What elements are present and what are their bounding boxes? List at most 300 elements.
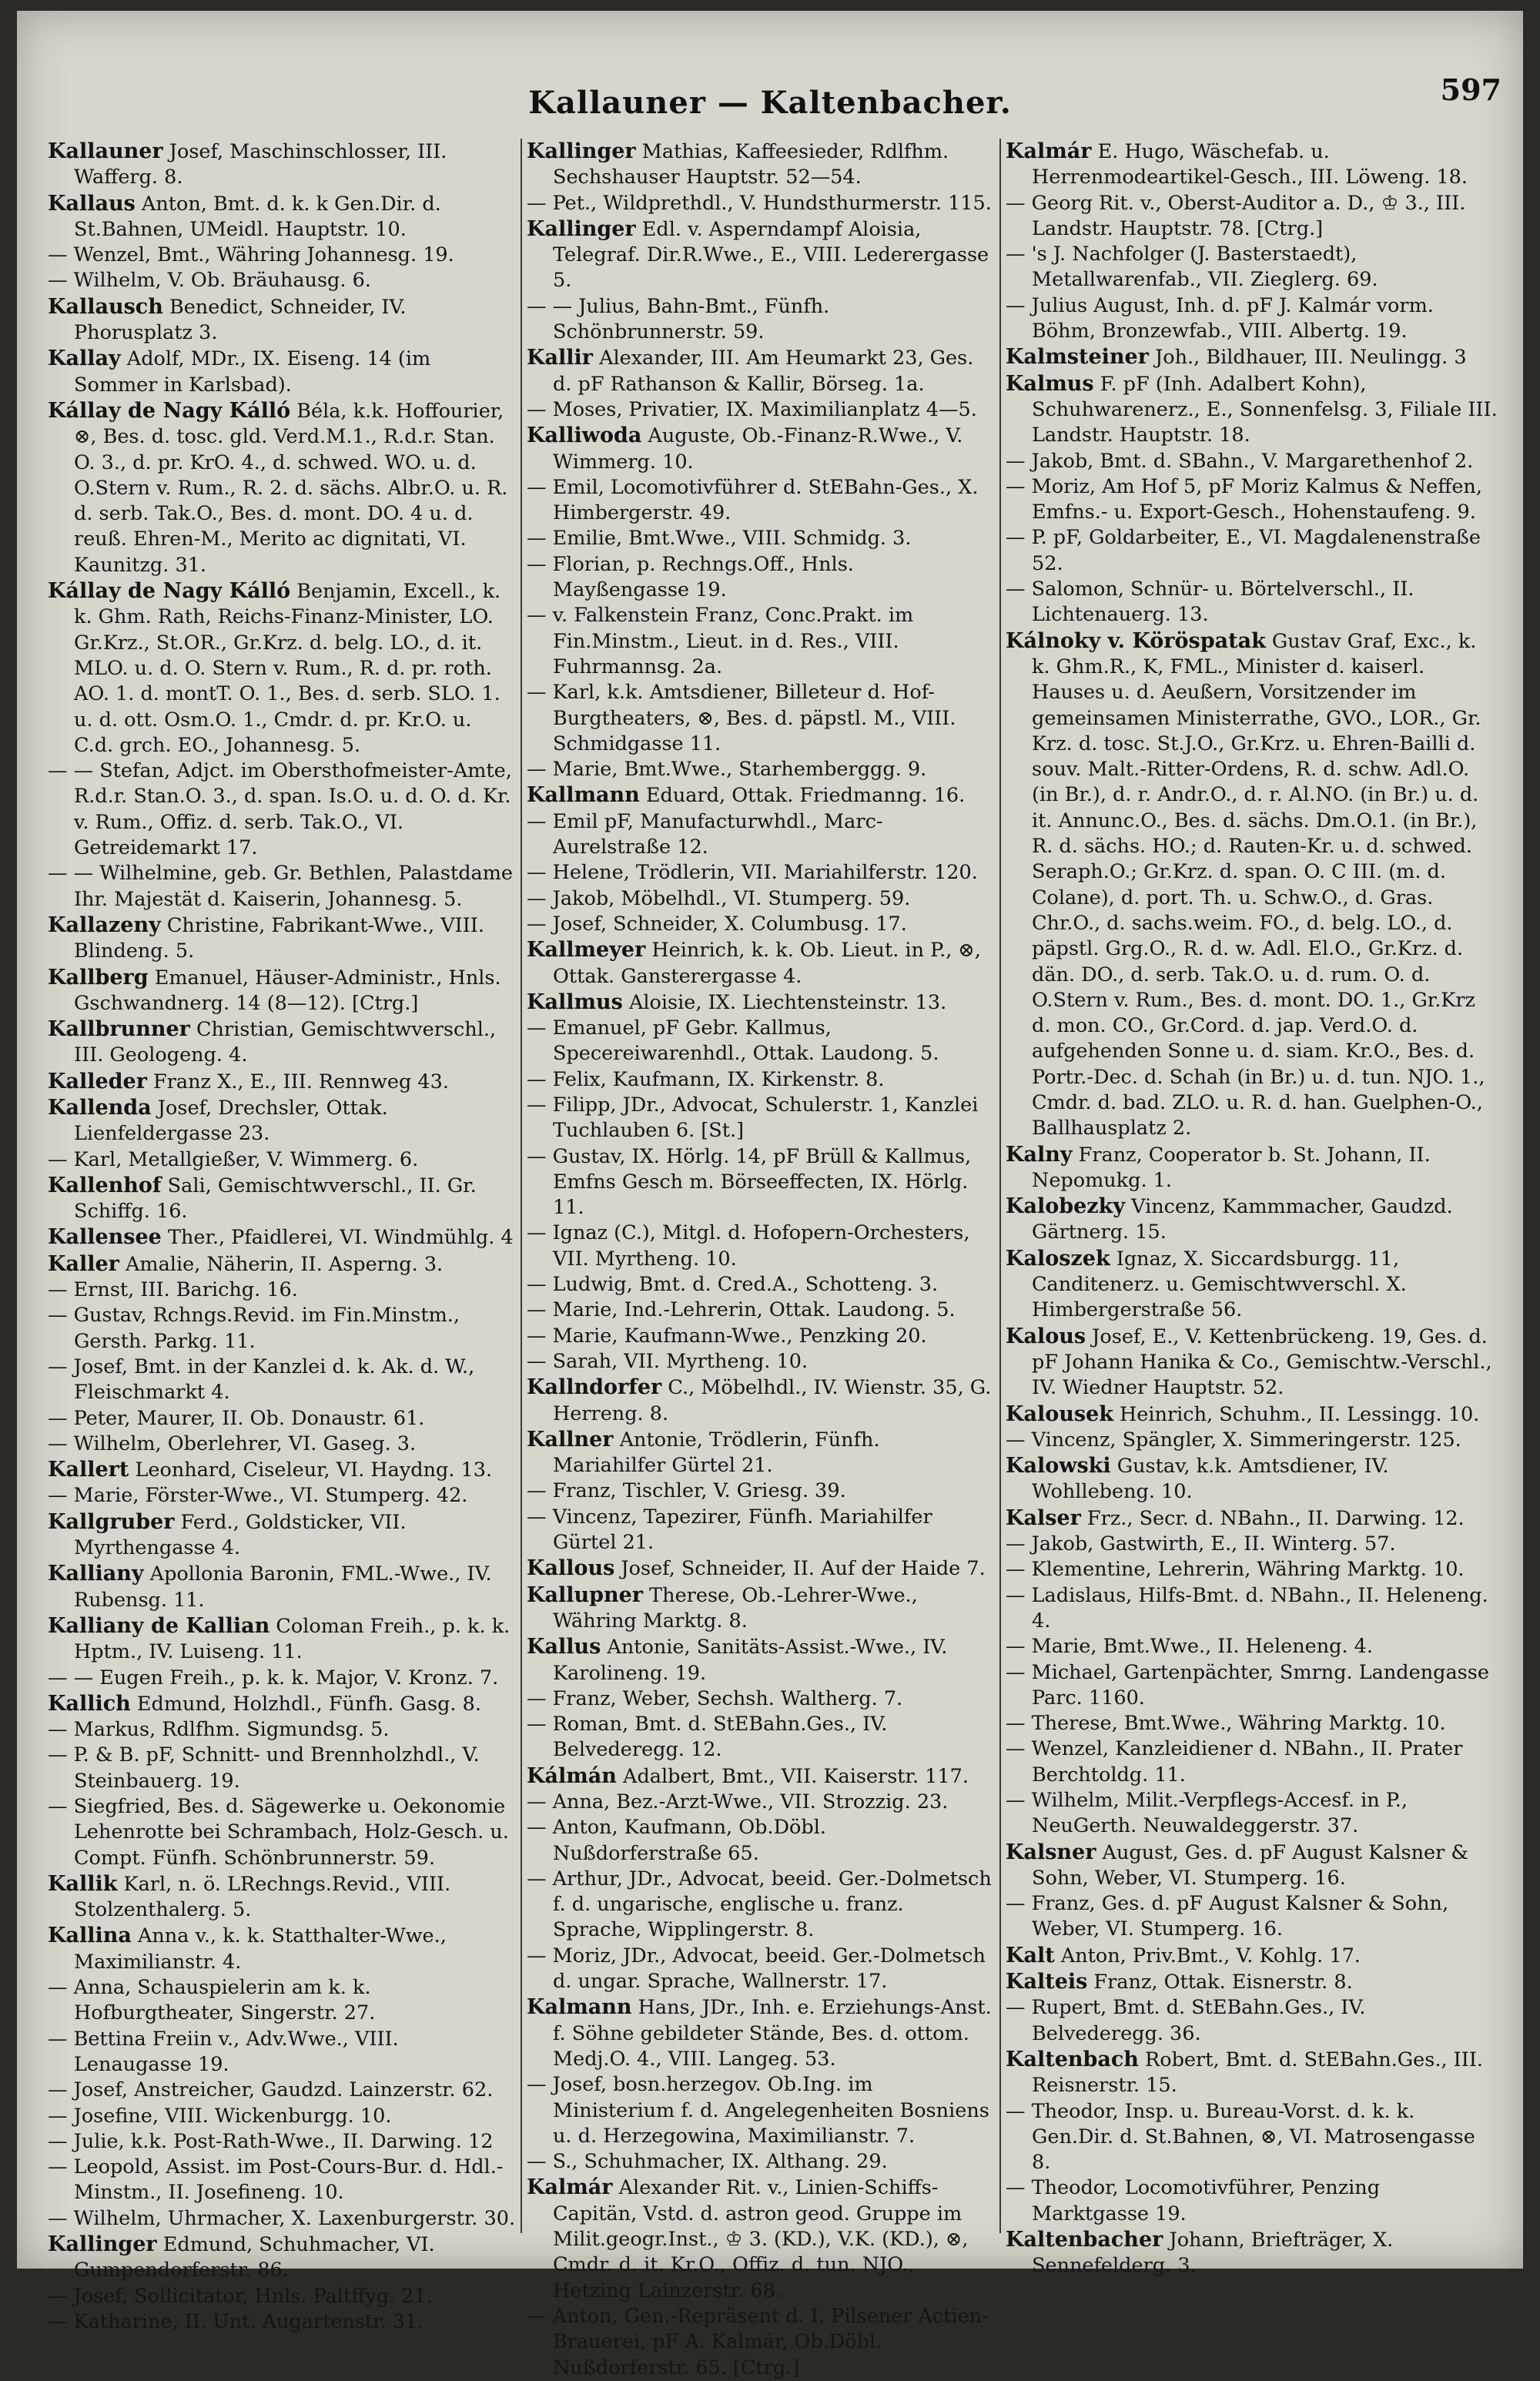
entry-details: — Jakob, Gastwirth, E., II. Winterg. 57. — [1006, 1532, 1396, 1556]
entry-details: — Marie, Bmt.Wwe., Starhemberggg. 9. — [527, 758, 927, 782]
entry-surname: Kallay — [48, 347, 121, 371]
directory-entry — [48, 1406, 516, 1432]
entry-details: Adalbert, Bmt., VII. Kaiserstr. 117. — [616, 1764, 969, 1788]
entry-surname: Kalliwoda — [527, 424, 642, 448]
entry-details: — Anton, Kaufmann, Ob.Döbl. Nußdorferstraße 65. — [527, 1816, 826, 1865]
directory-entry — [527, 2072, 995, 2149]
entry-surname: Kalous — [1006, 1324, 1086, 1348]
directory-entry — [1006, 628, 1498, 1142]
entry-surname: Kallich — [48, 1691, 131, 1716]
entry-details: — P. & B. pF, Schnitt- und Brennholzhdl., V. Steinbauerg. 19. — [48, 1743, 480, 1793]
directory-entry — [1006, 1246, 1498, 1324]
entry-details: — Sarah, VII. Myrtheng. 10. — [527, 1349, 808, 1373]
entry-details: Gustav, k.k. Amtsdiener, IV. Wohllebeng. 10. — [1032, 1455, 1389, 1504]
directory-entry — [1006, 1557, 1498, 1582]
entry-details: Leonhard, Ciseleur, VI. Haydng. 13. — [129, 1458, 493, 1482]
entry-surname: Kallinger — [48, 2232, 157, 2257]
entry-surname: Kallaus — [48, 191, 136, 216]
entry-details: Ther., Pfaidlerei, VI. Windmühlg. 4 — [161, 1226, 514, 1250]
entry-details: — Katharine, II. Unt. Augartenstr. 31. — [48, 2309, 424, 2333]
entry-details: Apollonia Baronin, FML.-Wwe., IV. Rubensg. 11. — [74, 1562, 492, 1612]
entry-details: — Julius August, Inh. d. pF J. Kalmár vorm. Böhm, Bronzewfab., VIII. Albertg. 19. — [1006, 293, 1434, 343]
entry-details: — Leopold, Assist. im Post-Cours-Bur. d. Hdl.-Minstm., II. Josefineng. 10. — [48, 2155, 504, 2205]
directory-entry — [527, 475, 995, 527]
directory-entry — [527, 1582, 995, 1635]
directory-entry — [48, 1016, 516, 1069]
entry-surname: Kalteis — [1006, 1970, 1088, 1994]
entry-details: Karl, n. ö. LRechngs.Revid., VIII. Stolzenthalerg. 5. — [74, 1872, 451, 1922]
directory-entry — [48, 2206, 516, 2232]
entry-details: — Helene, Trödlerin, VII. Mariahilferstr. 120. — [527, 861, 978, 885]
entry-details: Edmund, Holzhdl., Fünfh. Gasg. 8. — [130, 1692, 481, 1716]
directory-entry — [1006, 525, 1498, 577]
entry-details: Anton, Priv.Bmt., V. Kohlg. 17. — [1054, 1944, 1361, 1967]
entry-details: — Anton, Gen.-Repräsent d. I. Pilsener Actien-Brauerei, pF A. Kalmár, Ob.Döbl. Nußdorferstr. 65. [Ctrg.] — [527, 2304, 989, 2379]
entry-details: — v. Falkenstein Franz, Conc.Prakt. im Fin.Minstm., Lieut. in d. Res., VIII. Fuhrmannsg. 2a. — [527, 604, 914, 678]
entry-details: Adolf, MDr., IX. Eiseng. 14 (im Sommer in Karlsbad). — [74, 347, 431, 397]
directory-entry — [48, 1147, 516, 1173]
directory-entry — [48, 1691, 516, 1717]
entry-details: Franz, Ottak. Eisnerstr. 8. — [1087, 1971, 1353, 1994]
entry-details: Benedict, Schneider, IV. Phorusplatz 3. — [74, 295, 407, 345]
directory-entry — [1006, 1736, 1498, 1788]
entry-details: Joh., Bildhauer, III. Neulingg. 3 — [1148, 346, 1467, 370]
column-1 — [48, 139, 516, 2333]
entry-surname: Kalny — [1006, 1142, 1073, 1167]
entry-surname: Kallauner — [48, 139, 163, 163]
directory-entry — [527, 1994, 995, 2072]
entry-details: Ignaz, X. Siccardsburgg. 11, Canditenerz. u. Gemischtwverschl. X. Himbergerstraße 56. — [1032, 1247, 1407, 1322]
entry-surname: Kallir — [527, 346, 593, 370]
entry-details: — Peter, Maurer, II. Ob. Donaustr. 61. — [48, 1406, 425, 1430]
entry-details: Anna v., k. k. Statthalter-Wwe., Maximilianstr. 4. — [74, 1924, 447, 1974]
entry-details: — Filipp, JDr., Advocat, Schulerstr. 1, Kanzlei Tuchlauben 6. [St.] — [527, 1093, 979, 1143]
entry-surname: Kalmár — [1006, 139, 1092, 163]
entry-surname: Kallert — [48, 1458, 129, 1482]
entry-surname: Kaller — [48, 1251, 119, 1276]
directory-entry — [1006, 474, 1498, 526]
directory-entry — [527, 809, 995, 861]
entry-details: F. pF (Inh. Adalbert Kohn), Schuhwarenerz., E., Sonnenfelsg. 3, Filiale III. Landstr. Hauptstr. 18. — [1032, 372, 1498, 447]
directory-entry — [48, 913, 516, 965]
entry-details: Alexander, III. Am Heumarkt 23, Ges. d. pF Rathanson & Kallir, Börseg. 1a. — [553, 347, 974, 396]
directory-entry — [527, 191, 995, 216]
entry-surname: Kallazeny — [48, 913, 161, 937]
entry-surname: Kallensee — [48, 1225, 162, 1250]
directory-entry — [48, 1069, 516, 1095]
directory-entry — [1006, 1788, 1498, 1840]
directory-entry — [48, 139, 516, 191]
directory-entry — [527, 1016, 995, 1067]
directory-entry — [527, 1298, 995, 1323]
entry-surname: Kalser — [1006, 1505, 1081, 1530]
directory-entry — [1006, 1505, 1498, 1532]
directory-entry — [48, 294, 516, 347]
directory-entry — [48, 1483, 516, 1509]
directory-entry — [48, 268, 516, 293]
entry-details: — Marie, Förster-Wwe., VI. Stumperg. 42. — [48, 1484, 468, 1508]
directory-entry — [527, 1815, 995, 1867]
directory-entry — [1006, 139, 1498, 191]
directory-entry — [48, 1561, 516, 1613]
entry-details: — Marie, Kaufmann-Wwe., Penzking 20. — [527, 1324, 927, 1348]
directory-entry — [527, 1556, 995, 1582]
entry-details: — Josef, Anstreicher, Gaudzd. Lainzerstr. 62. — [48, 2078, 494, 2102]
directory-entry — [527, 1505, 995, 1556]
entry-surname: Kalliany — [48, 1562, 144, 1586]
entry-details: Vincenz, Kammmacher, Gaudzd. Gärtnerg. 15. — [1032, 1195, 1453, 1244]
directory-entry — [527, 423, 995, 475]
entry-details: Antonie, Trödlerin, Fünfh. Mariahilfer Gürtel 21. — [553, 1428, 880, 1478]
column-3 — [1006, 139, 1498, 2278]
entry-details: Antonie, Sanitäts-Assist.-Wwe., IV. Karolineng. 19. — [553, 1636, 948, 1685]
directory-entry — [1006, 1660, 1498, 1712]
entry-details: — Roman, Bmt. d. StEBahn.Ges., IV. Belvederegg. 12. — [527, 1713, 888, 1762]
entry-details: — Florian, p. Rechngs.Off., Hnls. Mayßengasse 19. — [527, 552, 854, 602]
entry-surname: Kállay de Nagy Kálló — [48, 398, 291, 423]
entry-details: Heinrich, Schuhm., II. Lessingg. 10. — [1113, 1402, 1480, 1426]
entry-details: — Anna, Schauspielerin am k. k. Hofburgtheater, Singerstr. 27. — [48, 1976, 376, 2025]
directory-entry — [527, 2175, 995, 2303]
entry-details: — Wilhelm, Milit.-Verpflegs-Accesf. in P., NeuGerth. Neuwaldeggerstr. 37. — [1006, 1789, 1408, 1838]
entry-surname: Kalleder — [48, 1069, 147, 1093]
entry-details: Christian, Gemischtwverschl., III. Geologeng. 4. — [74, 1018, 497, 1067]
entry-details: Frz., Secr. d. NBahn., II. Darwing. 12. — [1080, 1506, 1465, 1530]
entry-details: Benjamin, Excell., k. k. Ghm. Rath, Reichs-Finanz-Minister, LO. Gr.Krz., St.OR., Gr.Krz. d. belg. LO., d. it. MLO. u. d. O. Stern v. Rum., R. d. pr. roth. AO. 1. d. montT. O. 1., Bes. d. serb. SLO. 1. u. d. ott. Osm.O. 1., Cmdr. d. pr. Kr.O. u. C.d. grch. EO., Johannesg. 5. — [74, 580, 501, 757]
entry-surname: Kalobezky — [1006, 1194, 1126, 1219]
directory-entry — [527, 1093, 995, 1144]
entry-details: Coloman Freih., p. k. k. Hptm., IV. Luiseng. 11. — [74, 1614, 511, 1664]
entry-details: — Moses, Privatier, IX. Maximilianplatz 4—5. — [527, 397, 977, 421]
entry-details: — Ignaz (C.), Mitgl. d. Hofopern-Orchesters, VII. Myrtheng. 10. — [527, 1221, 970, 1271]
entry-details: — Jakob, Bmt. d. SBahn., V. Margarethenhof 2. — [1006, 449, 1474, 473]
entry-details: — Wenzel, Bmt., Währing Johannesg. 19. — [48, 243, 454, 267]
entry-details: — Franz, Tischler, V. Griesg. 39. — [527, 1479, 846, 1503]
entry-surname: Kallndorfer — [527, 1375, 662, 1400]
entry-details: Therese, Ob.-Lehrer-Wwe., Währing Marktg. 8. — [553, 1583, 918, 1633]
entry-details: Aloisie, IX. Liechtensteinstr. 13. — [622, 990, 947, 1014]
entry-surname: Kallner — [527, 1427, 614, 1452]
directory-entry — [1006, 293, 1498, 345]
entry-details: Edl. v. Asperndampf Aloisia, Telegraf. Dir.R.Wwe., E., VIII. Lederergasse 5. — [553, 217, 989, 293]
entry-details: Sali, Gemischtwverschl., II. Gr. Schiffg. 16. — [74, 1174, 477, 1224]
entry-details: Josef, Maschinschlosser, III. Wafferg. 8. — [74, 140, 447, 189]
entry-details: Franz, Cooperator b. St. Johann, II. Nepomukg. 1. — [1032, 1143, 1431, 1192]
directory-entry — [48, 243, 516, 268]
entry-details: — Therese, Bmt.Wwe., Währing Marktg. 10. — [1006, 1712, 1446, 1736]
directory-entry — [1006, 2099, 1498, 2176]
entry-details: — Theodor, Insp. u. Bureau-Vorst. d. k. k. Gen.Dir. d. St.Bahnen, ⊗, VI. Matrosengasse 8. — [1006, 2099, 1475, 2175]
entry-details: Ferd., Goldsticker, VII. Myrthengasse 4. — [74, 1510, 407, 1560]
entry-details: — Vincenz, Spängler, X. Simmeringerstr. 125. — [1006, 1428, 1461, 1452]
directory-entry — [527, 1272, 995, 1298]
directory-entry — [48, 1224, 516, 1251]
directory-entry — [48, 1613, 516, 1666]
entry-surname: Kallmeyer — [527, 938, 646, 963]
entry-details: C., Möbelhdl., IV. Wienstr. 35, G. Herreng. 8. — [553, 1376, 992, 1425]
directory-entry — [1006, 1401, 1498, 1428]
directory-entry — [1006, 577, 1498, 628]
directory-entry — [48, 1355, 516, 1406]
page-number: 597 — [1440, 72, 1502, 107]
directory-entry — [1006, 1891, 1498, 1943]
entry-details: — Josef, bosn.herzegov. Ob.Ing. im Ministerium f. d. Angelegenheiten Bosniens u. d. Herzegowina, Maximilianstr. 7. — [527, 2073, 989, 2148]
entry-details: E. Hugo, Wäschefab. u. Herrenmodeartikel-Gesch., III. Löweng. 18. — [1032, 140, 1468, 189]
directory-entry — [48, 191, 516, 243]
entry-details: — Theodor, Locomotivführer, Penzing Marktgasse 19. — [1006, 2176, 1381, 2225]
entry-details: — Josef, Sollicitator, Hnls. Paltffyg. 21. — [48, 2284, 433, 2308]
directory-entry — [48, 1509, 516, 1562]
entry-details: — Ladislaus, Hilfs-Bmt. d. NBahn., II. Heleneng. 4. — [1006, 1583, 1488, 1633]
directory-entry — [527, 1221, 995, 1272]
entry-surname: Kallenda — [48, 1095, 152, 1120]
directory-entry — [48, 1975, 516, 2027]
entry-details: — Bettina Freiin v., Adv.Wwe., VIII. Lenaugasse 19. — [48, 2027, 399, 2076]
directory-entry — [527, 757, 995, 782]
entry-details: — Marie, Bmt.Wwe., II. Heleneng. 4. — [1006, 1635, 1374, 1659]
entry-surname: Kállay de Nagy Kálló — [48, 579, 291, 604]
entry-details: — Julie, k.k. Post-Rath-Wwe., II. Darwing. 12 — [48, 2129, 494, 2153]
entry-details: — — Wilhelmine, geb. Gr. Bethlen, Palastdame Ihr. Majestät d. Kaiserin, Johannesg. 5. — [48, 862, 514, 911]
directory-entry — [527, 1634, 995, 1686]
entry-details: Robert, Bmt. d. StEBahn.Ges., III. Reisnerstr. 15. — [1032, 2048, 1483, 2098]
entry-surname: Kallbrunner — [48, 1017, 190, 1042]
entry-surname: Kallinger — [527, 216, 636, 241]
entry-details: Auguste, Ob.-Finanz-R.Wwe., V. Wimmerg. 10. — [553, 424, 963, 474]
directory-entry — [48, 578, 516, 759]
entry-details: — Wilhelm, Oberlehrer, VI. Gaseg. 3. — [48, 1432, 417, 1455]
directory-entry — [48, 2284, 516, 2309]
directory-entry — [48, 1095, 516, 1147]
entry-details: — Moriz, Am Hof 5, pF Moriz Kalmus & Neffen, Emfns.- u. Export-Gesch., Hohenstaufeng. 9. — [1006, 474, 1482, 524]
directory-entry — [527, 1686, 995, 1712]
entry-details: — Wilhelm, V. Ob. Bräuhausg. 6. — [48, 269, 371, 293]
entry-details: Anton, Bmt. d. k. k Gen.Dir. d. St.Bahnen, UMeidl. Hauptstr. 10. — [74, 192, 441, 241]
directory-entry — [48, 1743, 516, 1794]
directory-entry — [1006, 242, 1498, 293]
directory-entry — [48, 861, 516, 913]
directory-entry — [48, 2232, 516, 2284]
page-title: Kallauner — Kaltenbacher. — [528, 85, 1012, 121]
directory-entry — [527, 937, 995, 990]
directory-entry — [1006, 1324, 1498, 1401]
entry-surname: Kalliany de Kallian — [48, 1613, 270, 1638]
entry-surname: Kalmár — [527, 2175, 613, 2200]
directory-entry — [48, 2078, 516, 2103]
entry-details: Gustav Graf, Exc., k. k. Ghm.R., K, FML., Minister d. kaiserl. Hauses u. d. Aeußern, Vorsitzender im gemeinsamen Ministerrathe, GVO., LOR., Gr. Krz. d. tosc. St.J.O., Gr.Krz. u. Ehren-Bailli d. souv. Malt.-Ritter-Ordens, R. d. schw. Adl.O. (in Br.), d. r. Andr.O., d. r. Al.NO. (in Br.) u. d. it. Annunc.O., Bes. d. sächs. Dm.O.1. (in Br.), R. d. sächs. HO.; d. Rauten-Kr. u. d. schwed. Seraph.O.; Gr.Krz. d. span. O. C III. (m. d. Colane), d. port. Th. u. Schw.O., d. Gras. Chr.O., d. sachs.weim. FO., d. belg. LO., d. päpstl. Grg.O., R. d. w. Adl. El.O., Gr.Krz. d. dän. DO., d. serb. Tak.O. u. d. rum. O. d. O.Stern v. Rum., Bes. d. mont. DO. 1., Gr.Krz d. mon. CO., Gr.Cord. d. jap. Verd.O. d. aufgehenden Sonne u. d. siam. Kr.O., Bes. d. Portr.-Dec. d. Schah (in Br.) u. d. tun. NJO. 1., Cmdr. d. bad. ZLO. u. R. d. han. Guelphen-O., Ballhausplatz 2. — [1032, 629, 1485, 1140]
entry-details: — Ernst, III. Barichg. 16. — [48, 1278, 298, 1302]
directory-entry — [1006, 1532, 1498, 1557]
directory-entry — [1006, 2047, 1498, 2099]
directory-entry — [1006, 1194, 1498, 1246]
entry-details: — Wenzel, Kanzleidiener d. NBahn., II. Prater Berchtoldg. 11. — [1006, 1737, 1463, 1787]
entry-surname: Kallberg — [48, 965, 149, 990]
entry-details: — Felix, Kaufmann, IX. Kirkenstr. 8. — [527, 1067, 885, 1091]
entry-details: — Arthur, JDr., Advocat, beeid. Ger.-Dolmetsch f. d. ungarische, englische u. franz. Sprache, Wipplingerstr. 8. — [527, 1867, 992, 1942]
entry-details: Josef, Schneider, II. Auf der Haide 7. — [614, 1557, 986, 1581]
entry-details: — Franz, Weber, Sechsh. Waltherg. 7. — [527, 1686, 903, 1710]
directory-entry — [1006, 1943, 1498, 1969]
directory-entry — [48, 1432, 516, 1457]
entry-details: — Rupert, Bmt. d. StEBahn.Ges., IV. Belvederegg. 36. — [1006, 1996, 1366, 2045]
entry-details: Josef, Drechsler, Ottak. Lienfeldergasse 23. — [74, 1096, 388, 1146]
directory-entry — [1006, 1583, 1498, 1635]
entry-surname: Kallausch — [48, 294, 163, 319]
directory-entry — [1006, 1142, 1498, 1194]
entry-details: — Emanuel, pF Gebr. Kallmus, Specereiwarenhdl., Ottak. Laudong. 5. — [527, 1016, 939, 1066]
directory-entry — [1006, 344, 1498, 370]
entry-details: — Josef, Bmt. in der Kanzlei d. k. Ak. d. W., Fleischmarkt 4. — [48, 1355, 475, 1405]
entry-details: — Gustav, IX. Hörlg. 14, pF Brüll & Kallmus, Emfns Gesch m. Börseeffecten, IX. Hörlg. 11. — [527, 1144, 972, 1220]
directory-entry — [48, 1251, 516, 1278]
entry-details: — — Julius, Bahn-Bmt., Fünfh. Schönbrunnerstr. 59. — [527, 294, 830, 344]
directory-entry — [527, 1763, 995, 1790]
entry-details: — Pet., Wildprethdl., V. Hundsthurmerstr. 115. — [527, 191, 992, 215]
entry-surname: Kaloszek — [1006, 1246, 1110, 1271]
entry-surname: Kaltenbach — [1006, 2047, 1139, 2071]
entry-surname: Kalt — [1006, 1943, 1055, 1967]
entry-details: — Wilhelm, Uhrmacher, X. Laxenburgerstr. 30. — [48, 2206, 516, 2230]
entry-surname: Kallus — [527, 1635, 601, 1659]
directory-entry — [1006, 1428, 1498, 1453]
directory-entry — [48, 2104, 516, 2129]
entry-details: August, Ges. d. pF August Kalsner & Sohn, Weber, VI. Stumperg. 16. — [1032, 1840, 1469, 1890]
directory-entry — [527, 1067, 995, 1093]
directory-entry — [527, 1867, 995, 1944]
directory-entry — [527, 216, 995, 294]
directory-entry — [48, 1794, 516, 1871]
directory-entry — [1006, 1840, 1498, 1892]
entry-details: Béla, k.k. Hoffourier, ⊗, Bes. d. tosc. gld. Verd.M.1., R.d.r. Stan. O. 3., d. pr. KrO. 4., d. schwed. WO. u. d. O.Stern v. Rum., R. 2. d. sächs. Albr.O. u. R. d. serb. Tak.O., Bes. d. mont. DO. 4 u. d. reuß. Ehren-M., Merito ac dignitati, VI. Kaunitzg. 31. — [74, 399, 508, 577]
directory-page — [17, 11, 1523, 2379]
entry-details: — Franz, Ges. d. pF August Kalsner & Sohn, Weber, VI. Stumperg. 16. — [1006, 1892, 1449, 1941]
directory-entry — [48, 2155, 516, 2206]
entry-details: — — Eugen Freih., p. k. k. Major, V. Kronz. 7. — [48, 1666, 499, 1689]
directory-entry — [527, 2149, 995, 2175]
entry-details: Edmund, Schuhmacher, VI. Gumpendorferstr. 86. — [74, 2233, 435, 2282]
column-2 — [527, 139, 995, 2379]
entry-details: — Josef, Schneider, X. Columbusg. 17. — [527, 912, 907, 936]
entry-details: Josef, E., V. Kettenbrückeng. 19, Ges. d. pF Johann Hanika & Co., Gemischtw.-Verschl., IV. Wiedner Hauptstr. 52. — [1032, 1324, 1492, 1400]
directory-entry — [527, 139, 995, 191]
directory-entry — [527, 782, 995, 809]
directory-entry — [527, 886, 995, 912]
column-divider — [999, 139, 1001, 2233]
entry-surname: Kalsner — [1006, 1840, 1096, 1864]
directory-entry — [48, 1457, 516, 1483]
directory-entry — [527, 1478, 995, 1504]
entry-details: — — Stefan, Adjct. im Obersthofmeister-Amte, R.d.r. Stan.O. 3., d. span. Is.O. u. d. O. d. Kr. v. Rum., Offiz. d. serb. Tak.O., VI. Getreidemarkt 17. — [48, 759, 512, 860]
entry-surname: Kalousek — [1006, 1401, 1113, 1426]
entry-details: — Gustav, Rchngs.Revid. im Fin.Minstm., Gersth. Parkg. 11. — [48, 1304, 460, 1353]
directory-entry — [48, 1303, 516, 1355]
entry-details: Johann, Briefträger, X. Sennefelderg. 3. — [1032, 2229, 1394, 2278]
directory-entry — [48, 1871, 516, 1924]
directory-entry — [527, 1375, 995, 1427]
directory-entry — [527, 2304, 995, 2381]
entry-surname: Kallmus — [527, 990, 623, 1014]
directory-entry — [48, 1278, 516, 1303]
directory-entry — [527, 1324, 995, 1349]
entry-details: — Anna, Bez.-Arzt-Wwe., VII. Strozzig. 23. — [527, 1790, 949, 1813]
entry-details: Franz X., E., III. Rennweg 43. — [146, 1070, 449, 1093]
entry-surname: Kallinger — [527, 139, 636, 163]
entry-details: Alexander Rit. v., Linien-Schiffs-Capitän, Vstd. d. astron geod. Gruppe im Milit.geogr.Inst., ♔ 3. (KD.), V.K. (KD.), ⊗, Cmdr. d. it. Kr.O., Offiz. d. tun. NJO., Hetzing Lainzerstr. 68. — [553, 2176, 969, 2302]
entry-surname: Kallgruber — [48, 1509, 175, 1534]
entry-surname: Kalowski — [1006, 1454, 1111, 1478]
entry-surname: Kallmann — [527, 783, 640, 808]
entry-details: — Emil, Locomotivführer d. StEBahn-Ges., X. Himbergerstr. 49. — [527, 475, 979, 525]
entry-details: — S., Schuhmacher, IX. Althang. 29. — [527, 2150, 888, 2174]
entry-details: Christine, Fabrikant-Wwe., VIII. Blindeng. 5. — [74, 913, 484, 963]
entry-details: — P. pF, Goldarbeiter, E., VI. Magdalenenstraße 52. — [1006, 526, 1481, 575]
entry-details: — Salomon, Schnür- u. Börtelverschl., II. Lichtenauerg. 13. — [1006, 578, 1414, 627]
entry-details: — Vincenz, Tapezirer, Fünfh. Mariahilfer Gürtel 21. — [527, 1505, 932, 1555]
directory-entry — [48, 2309, 516, 2335]
page-header — [17, 11, 1523, 126]
directory-entry — [48, 346, 516, 398]
entry-details: — Michael, Gartenpächter, Smrng. Landengasse Parc. 1160. — [1006, 1660, 1489, 1710]
directory-entry — [527, 1712, 995, 1763]
directory-entry — [527, 294, 995, 346]
directory-entry — [527, 1349, 995, 1375]
directory-entry — [48, 759, 516, 861]
directory-entry — [1006, 1711, 1498, 1736]
entry-details: — Emil pF, Manufacturwhdl., Marc-Aurelstraße 12. — [527, 809, 883, 859]
directory-entry — [1006, 2227, 1498, 2279]
directory-entry — [48, 1666, 516, 1691]
directory-entry — [48, 1923, 516, 1975]
directory-entry — [527, 1944, 995, 1995]
directory-entry — [1006, 2175, 1498, 2227]
entry-details: — 's J. Nachfolger (J. Basterstaedt), Metallwarenfab., VII. Zieglerg. 69. — [1006, 243, 1378, 292]
entry-details: Amalie, Näherin, II. Asperng. 3. — [119, 1252, 444, 1276]
column-divider — [521, 139, 522, 2233]
entry-details: — Karl, Metallgießer, V. Wimmerg. 6. — [48, 1147, 419, 1171]
entry-surname: Kallina — [48, 1924, 132, 1948]
entry-surname: Kalmus — [1006, 371, 1094, 396]
directory-entry — [1006, 1995, 1498, 2047]
entry-details: — Klementine, Lehrerin, Währing Marktg. 10. — [1006, 1558, 1465, 1582]
directory-entry — [1006, 191, 1498, 243]
directory-entry — [1006, 449, 1498, 474]
entry-details: — Moriz, JDr., Advocat, beeid. Ger.-Dolmetsch d. ungar. Sprache, Wallnerstr. 17. — [527, 1944, 986, 1994]
directory-entry — [527, 603, 995, 680]
directory-entry — [527, 526, 995, 551]
directory-entry — [1006, 371, 1498, 449]
entry-details: — Josefine, VIII. Wickenburgg. 10. — [48, 2104, 392, 2128]
entry-details: — Markus, Rdlfhm. Sigmundsg. 5. — [48, 1718, 390, 1742]
directory-entry — [527, 1790, 995, 1815]
entry-details: — Jakob, Möbelhdl., VI. Stumperg. 59. — [527, 886, 911, 910]
entry-surname: Kalmsteiner — [1006, 345, 1149, 370]
directory-entry — [527, 345, 995, 397]
entry-details: — Georg Rit. v., Oberst-Auditor a. D., ♔ 3., III. Landstr. Hauptstr. 78. [Ctrg.] — [1006, 191, 1466, 240]
entry-details: Eduard, Ottak. Friedmanng. 16. — [639, 784, 966, 808]
directory-entry — [527, 680, 995, 757]
directory-entry — [527, 912, 995, 937]
entry-surname: Kaltenbacher — [1006, 2228, 1163, 2252]
directory-entry — [48, 2129, 516, 2155]
directory-entry — [527, 860, 995, 886]
directory-entry — [527, 990, 995, 1016]
entry-surname: Kálnoky v. Köröspatak — [1006, 628, 1266, 653]
entry-details: Heinrich, k. k. Ob. Lieut. in P., ⊗, Ottak. Gansterergasse 4. — [553, 939, 981, 988]
directory-entry — [1006, 1969, 1498, 1995]
entry-surname: Kálmán — [527, 1763, 617, 1788]
entry-details: — Ludwig, Bmt. d. Cred.A., Schotteng. 3. — [527, 1273, 939, 1297]
entry-details: — Emilie, Bmt.Wwe., VIII. Schmidg. 3. — [527, 527, 912, 551]
